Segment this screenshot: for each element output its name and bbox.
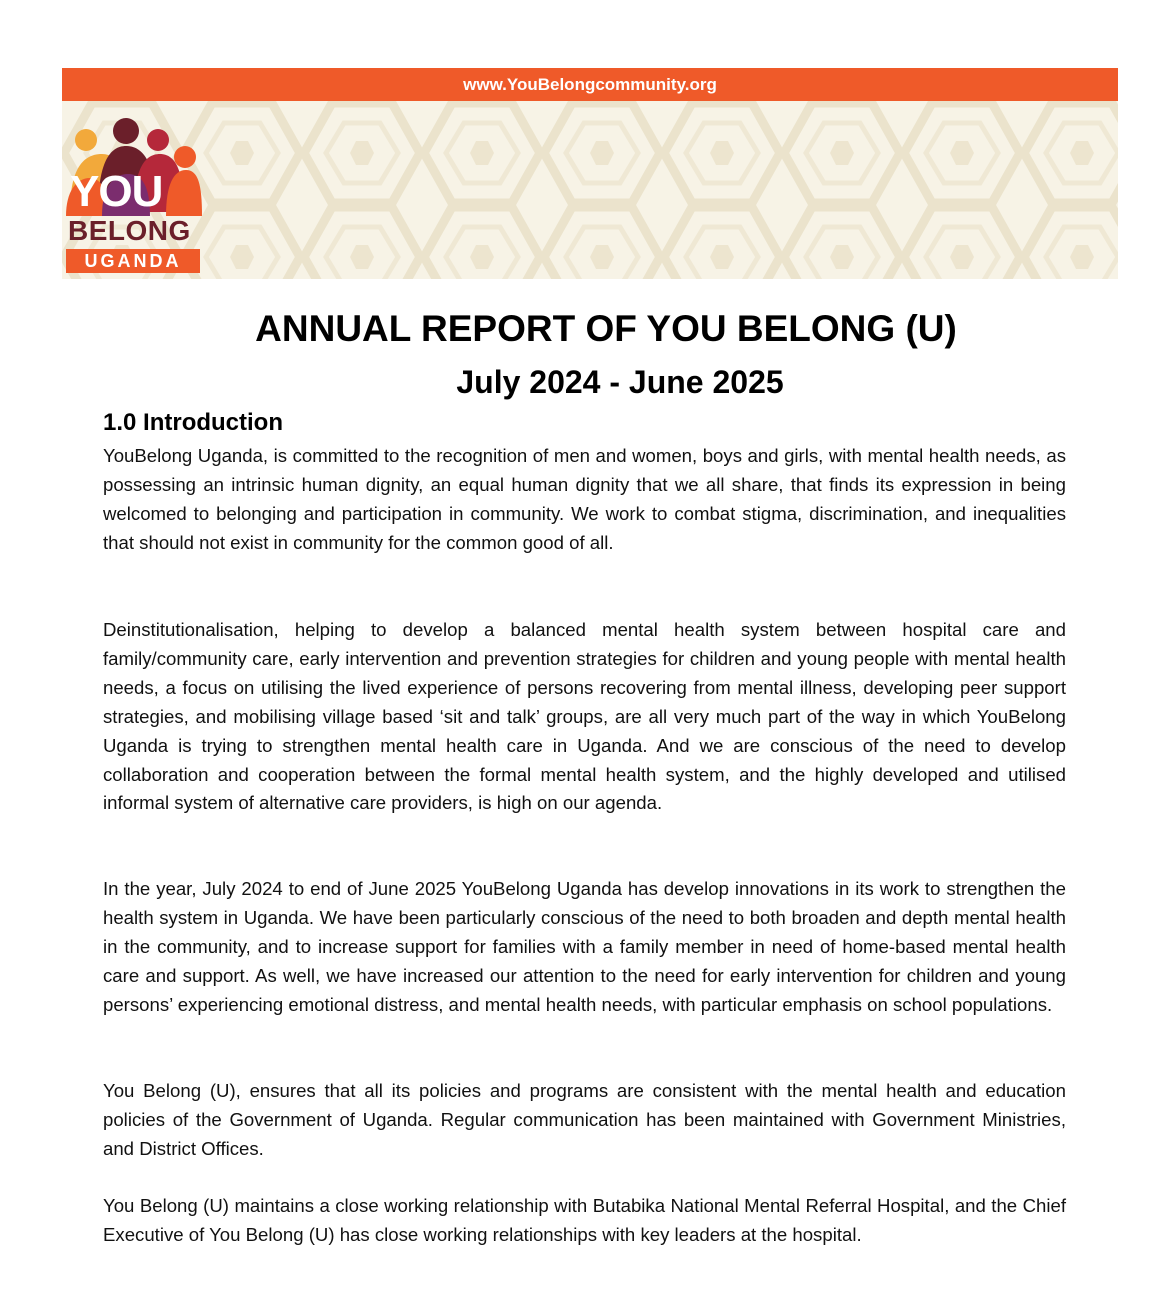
header-banner [62,101,1118,279]
website-url-bar [62,68,1118,101]
paragraph: You Belong (U), ensures that all its policies and programs are consistent with the mental health and education policies of the Government of Uganda. Regular communication has been maintained with Government Ministries, and District Offices. [103,1080,1066,1159]
report-title: ANNUAL REPORT OF YOU BELONG (U) [255,308,957,349]
paragraph: YouBelong Uganda, is committed to the recognition of men and women, boys and girls, with mental health needs, as possessing an intrinsic human dignity, an equal human dignity that we all share, that finds its expression in being welcomed to belonging and participation in community. We work to combat stigma, discrimination, and inequalities that should not exist in community for the common good of all. [103,445,1066,553]
logo-belong-text: BELONG [68,215,191,246]
paragraph: Deinstitutionalisation, helping to develop a balanced mental health system between hospital care and family/community care, early intervention and prevention strategies for children and young people with mental health needs, a focus on utilising the lived experience of persons recovering from mental illness, developing peer support strategies, and mobilising village based ‘sit and talk’ groups, are all very much part of the way in which YouBelong Uganda is trying to strengthen mental health care in Uganda. And we are conscious of the need to develop collaboration and cooperation between the formal mental health system, and the highly developed and utilised informal system of alternative care providers, is high on our agenda. [103,619,1066,814]
website-url: www.YouBelongcommunity.org [463,75,717,94]
paragraph: You Belong (U) maintains a close working relationship with Butabika National Mental Referral Hospital, and the Chief Executive of You Belong (U) has close working relationships with key leaders at the hospital. [103,1195,1066,1245]
report-period: July 2024 - June 2025 [456,364,784,400]
you-belong-uganda-logo [62,112,204,274]
paragraph: In the year, July 2024 to end of June 2025 YouBelong Uganda has develop innovations in its work to strengthen the health system in Uganda. We have been particularly conscious of the need to both broaden and depth mental health in the community, and to increase support for families with a family member in need of home-based mental health care and support. As well, we have increased our attention to the need for early intervention for children and young persons’ experiencing emotional distress, and mental health needs, with particular emphasis on school populations. [103,878,1066,1015]
logo-you-text: YOU [70,167,163,216]
logo-uganda-text: UGANDA [66,249,200,273]
section-heading-introduction: 1.0 Introduction [103,409,283,436]
banner-pattern [62,101,1118,279]
